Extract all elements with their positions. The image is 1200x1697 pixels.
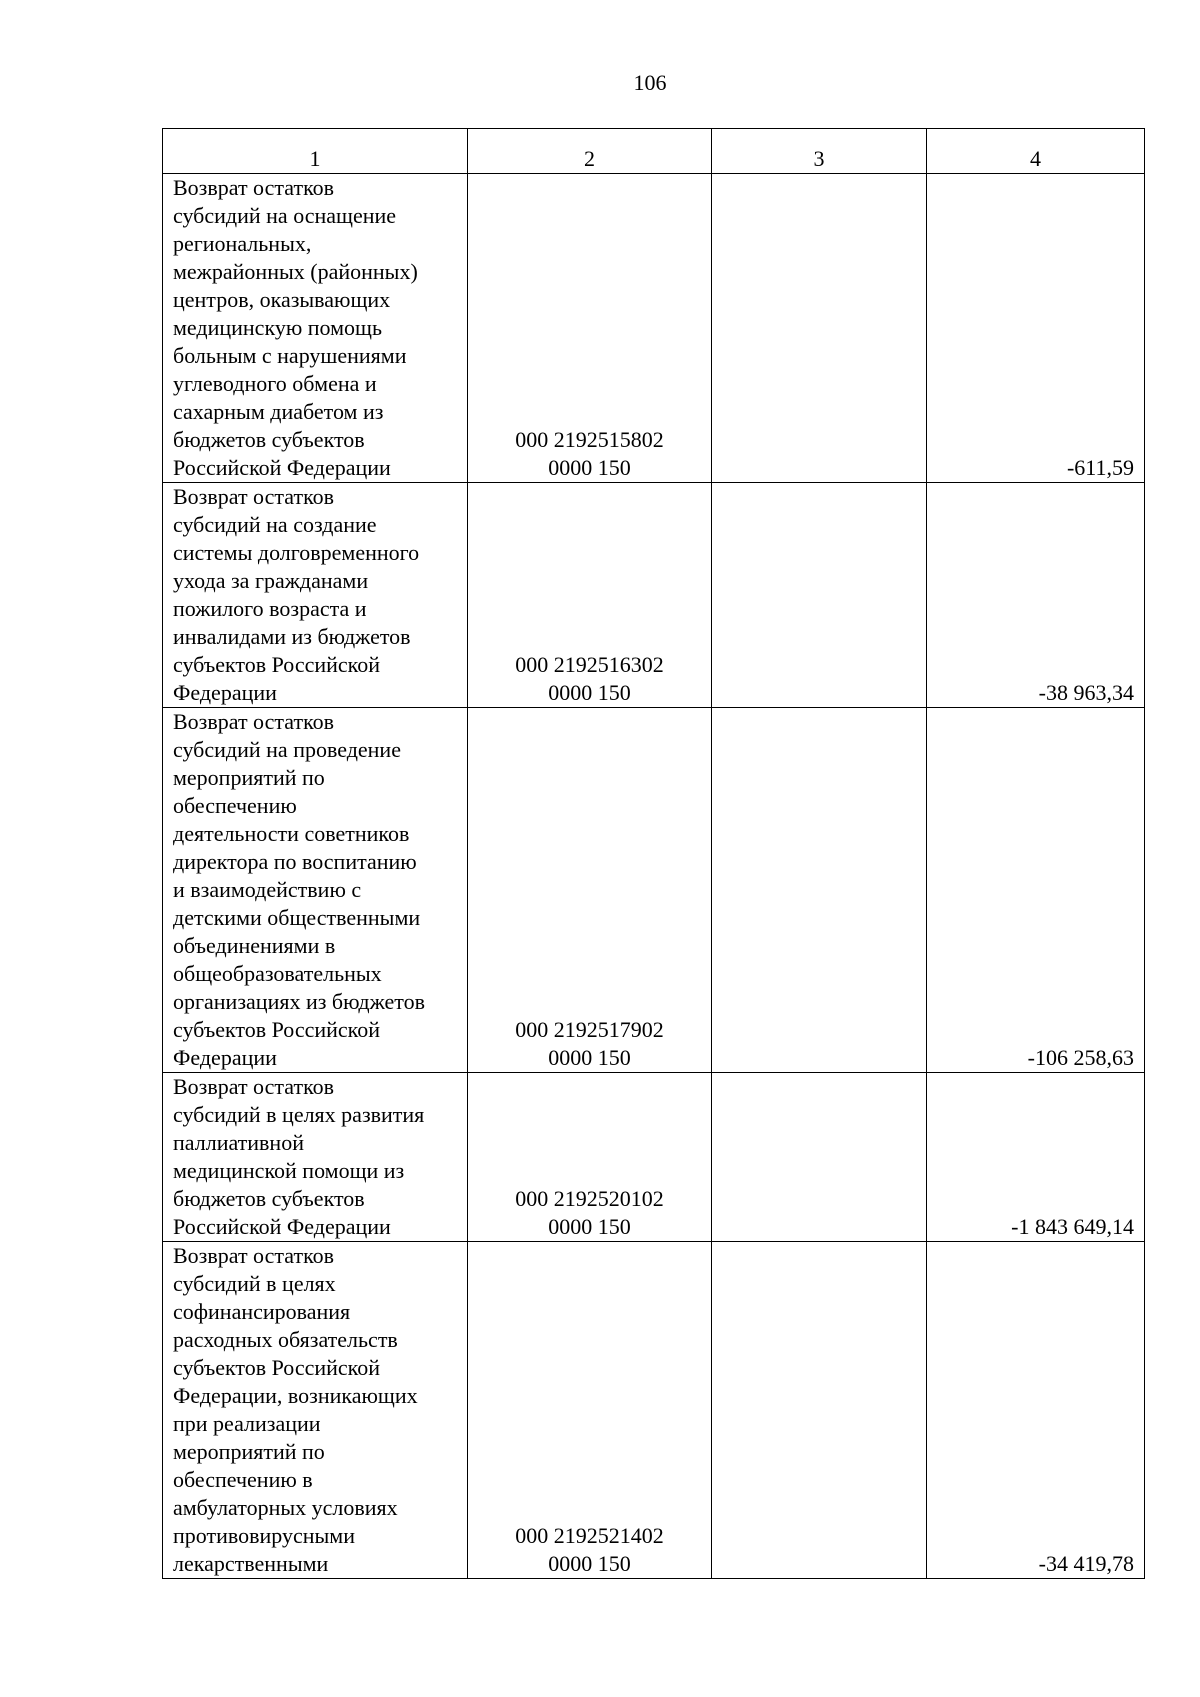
row-amount: -611,59 bbox=[927, 174, 1145, 483]
table-row bbox=[163, 1242, 1145, 1579]
table-row bbox=[163, 708, 1145, 1073]
row-name: Возврат остатков субсидий в целях развития паллиативной медицинской помощи из бюджетов субъектов Российской Федерации bbox=[163, 1073, 468, 1242]
column-header-4: 4 bbox=[927, 129, 1145, 174]
row-amount: -1 843 649,14 bbox=[927, 1073, 1145, 1242]
row-name: Возврат остатков субсидий на оснащение региональных, межрайонных (районных) центров, оказывающих медицинскую помощь больным с нарушениями углеводного обмена и сахарным диабетом из бюджетов субъектов Российской Федерации bbox=[163, 174, 468, 483]
row-code: 000 2192520102 0000 150 bbox=[468, 1073, 712, 1242]
row-name: Возврат остатков субсидий в целях софинансирования расходных обязательств субъектов Российской Федерации, возникающих при реализации мероприятий по обеспечению в амбулаторных условиях противовирусными лекарственными bbox=[163, 1242, 468, 1579]
table-row bbox=[163, 174, 1145, 483]
row-col3 bbox=[712, 708, 927, 1073]
page-number: 106 bbox=[633, 70, 667, 95]
table-row bbox=[163, 1073, 1145, 1242]
row-col3 bbox=[712, 483, 927, 708]
row-col3 bbox=[712, 174, 927, 483]
row-amount: -38 963,34 bbox=[927, 483, 1145, 708]
row-name: Возврат остатков субсидий на проведение мероприятий по обеспечению деятельности советников директора по воспитанию и взаимодействию с детскими общественными объединениями в общеобразовательных организациях из бюджетов субъектов Российской Федерации bbox=[163, 708, 468, 1073]
row-amount: -106 258,63 bbox=[927, 708, 1145, 1073]
row-col3 bbox=[712, 1242, 927, 1579]
row-name: Возврат остатков субсидий на создание системы долговременного ухода за гражданами пожилого возраста и инвалидами из бюджетов субъектов Российской Федерации bbox=[163, 483, 468, 708]
row-amount: -34 419,78 bbox=[927, 1242, 1145, 1579]
budget-table bbox=[162, 128, 1145, 1579]
row-code: 000 2192517902 0000 150 bbox=[468, 708, 712, 1073]
column-header-2: 2 bbox=[468, 129, 712, 174]
table-row bbox=[163, 483, 1145, 708]
table-header-row bbox=[163, 129, 1145, 174]
row-code: 000 2192516302 0000 150 bbox=[468, 483, 712, 708]
column-header-3: 3 bbox=[712, 129, 927, 174]
column-header-1: 1 bbox=[163, 129, 468, 174]
row-col3 bbox=[712, 1073, 927, 1242]
row-code: 000 2192515802 0000 150 bbox=[468, 174, 712, 483]
row-code: 000 2192521402 0000 150 bbox=[468, 1242, 712, 1579]
